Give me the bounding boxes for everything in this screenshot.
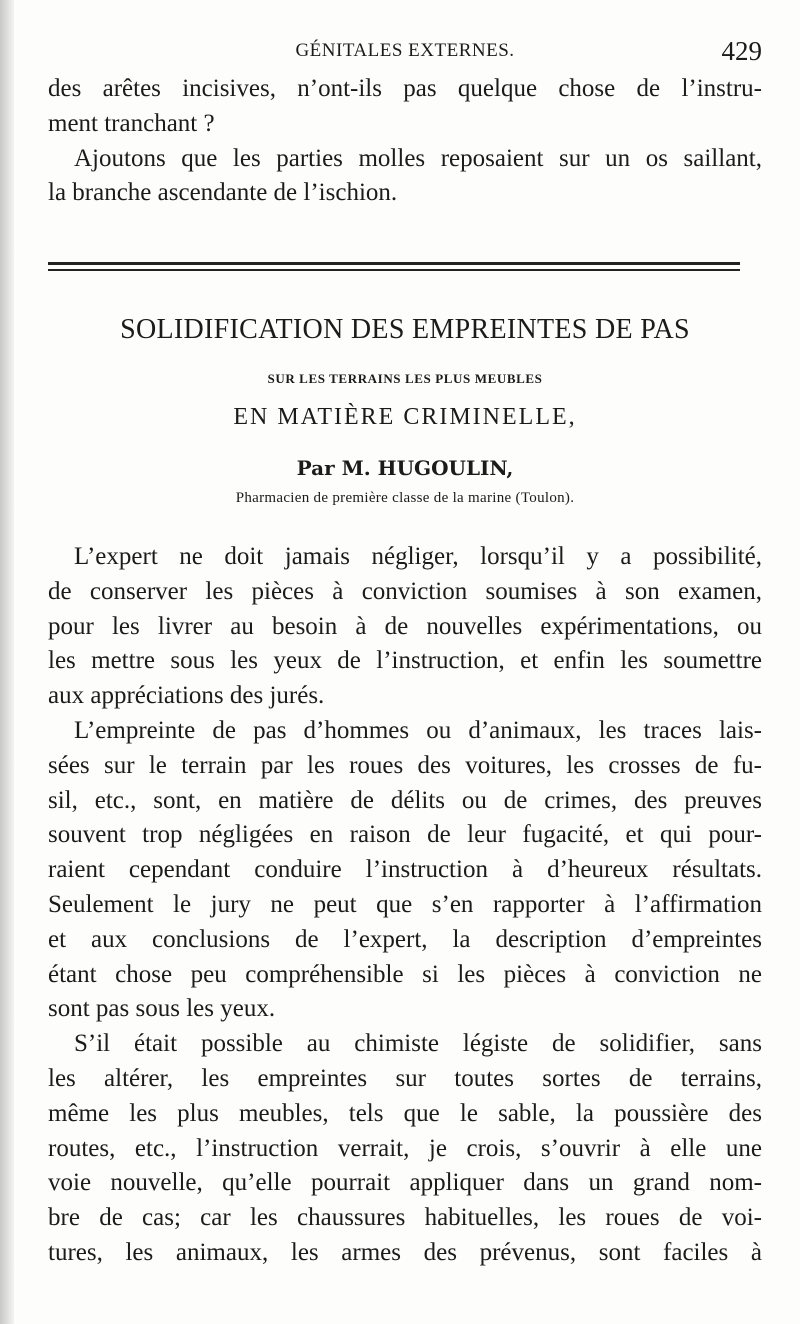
text-line: la branche ascendante de l’ischion. [48, 179, 398, 207]
article-author: Par M. HUGOULIN, [296, 456, 514, 480]
text-line: routes, etc., l’instruction verrait, je crois, s’ouvrir à elle une [48, 1134, 762, 1162]
text-line: les mettre sous les yeux de l’instruction, et enfin les soumettre [48, 647, 762, 675]
text-line: Ajoutons que les parties molles reposaient sur un os saillant, [74, 144, 762, 172]
text-line: les altérer, les empreintes sur toutes sortes de terrains, [48, 1064, 762, 1092]
text-line: L’expert ne doit jamais négliger, lorsqu’il y a possibilité, [74, 543, 762, 570]
text-line: sont pas sous les yeux. [48, 995, 276, 1023]
text-line: sées sur le terrain par les roues des voitures, les crosses de fu- [48, 751, 762, 779]
article-subtitle-large: EN MATIÈRE CRIMINELLE, [233, 404, 577, 430]
text-line: étant chose peu compréhensible si les pièces à conviction ne [48, 960, 762, 988]
page-gutter-shadow [0, 0, 14, 1324]
author-affiliation: Pharmacien de première classe de la marine (Toulon). [235, 490, 575, 506]
text-line: souvent trop négligées en raison de leur fugacité, et qui pour- [48, 821, 762, 849]
text-line: Seulement le jury ne peut que s’en rapporter à l’affirmation [48, 890, 762, 918]
section-divider-bottom [48, 269, 740, 271]
page-number: 429 [721, 36, 762, 66]
text-line: ment tranchant ? [48, 109, 215, 137]
article-body [48, 540, 762, 1271]
text-line: pour les livrer au besoin à de nouvelles expérimentations, ou [48, 612, 762, 640]
previous-article-ending [48, 72, 762, 211]
text-line: voie nouvelle, qu’elle pourrait appliquer dans un grand nom- [48, 1169, 762, 1197]
text-line: L’empreinte de pas d’hommes ou d’animaux, les traces lais- [74, 716, 762, 744]
page-header [48, 36, 762, 70]
text-line: sil, etc., sont, en matière de délits ou de crimes, des preuves [48, 786, 762, 814]
running-head: GÉNITALES EXTERNES. [295, 40, 515, 61]
section-divider-top [48, 262, 740, 265]
text-line: aux appréciations des jurés. [48, 682, 325, 710]
text-line: raient cependant conduire l’instruction à d’heureux résultats. [48, 856, 762, 884]
text-line: tures, les animaux, les armes des prévenus, sont faciles à [48, 1238, 762, 1266]
text-line: de conserver les pièces à conviction soumises à son examen, [48, 577, 762, 605]
text-line: S’il était possible au chimiste légiste de solidifier, sans [74, 1030, 762, 1058]
text-line: et aux conclusions de l’expert, la description d’empreintes [48, 925, 762, 953]
article-subtitle-small: SUR LES TERRAINS LES PLUS MEUBLES [267, 371, 543, 386]
text-line: bre de cas; car les chaussures habituelles, les roues de voi- [48, 1204, 762, 1232]
text-line: des arêtes incisives, n’ont-ils pas quelque chose de l’instru- [48, 75, 762, 102]
text-line: même les plus meubles, tels que le sable, la poussière des [48, 1099, 762, 1127]
article-title: SOLIDIFICATION DES EMPREINTES DE PAS [120, 314, 690, 345]
